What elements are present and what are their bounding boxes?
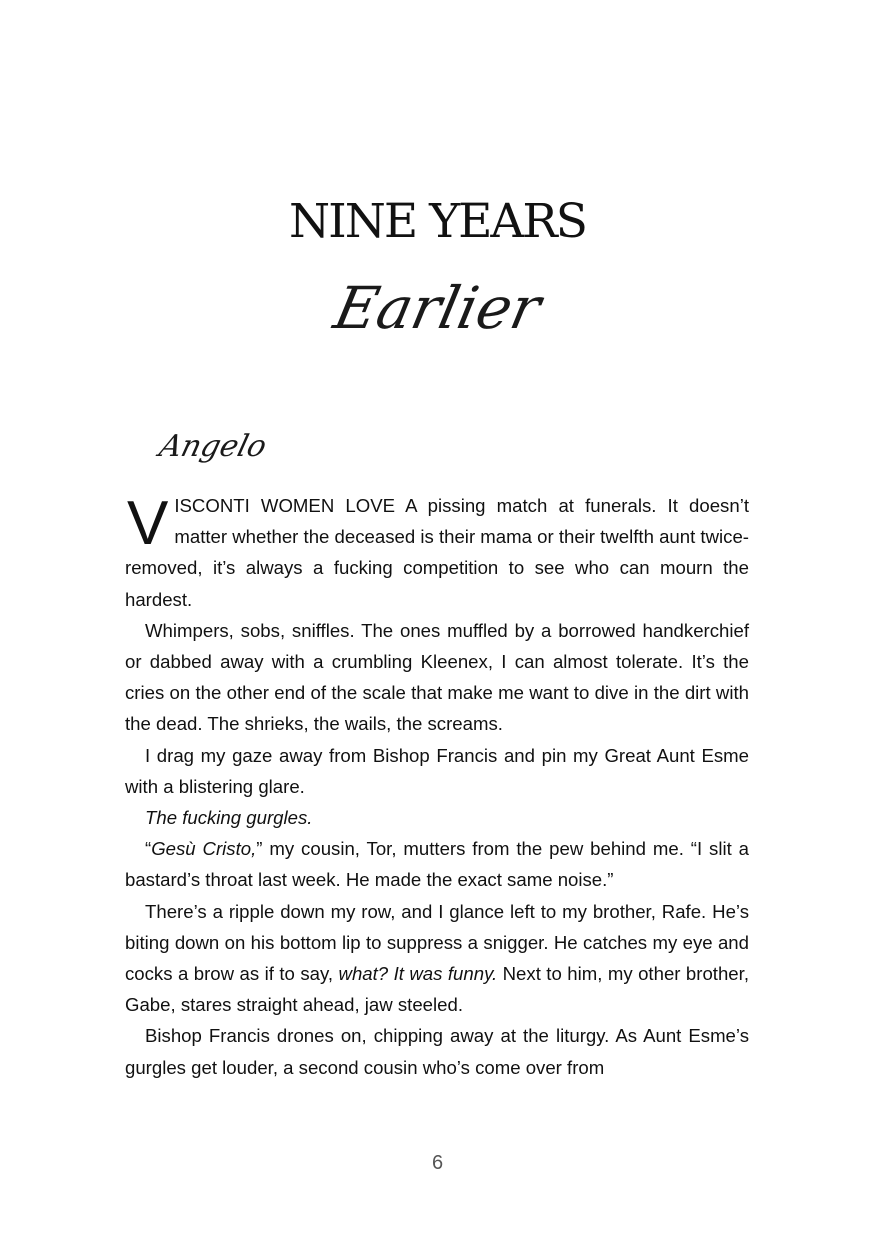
paragraph-text: ” my cousin, Tor, mutters from the pew behind me. “I slit a bastard’s throat last week. He made the exact same noise.” (125, 838, 750, 891)
body-text (125, 490, 749, 1083)
paragraph (125, 802, 749, 833)
paragraph-text: ISCONTI WOMEN LOVE A pissing match at funerals. It doesn’t matter whether the deceased is their mama or their twelfth aunt twice-removed, it’s always a fucking competition to see who can mourn the hardest. (125, 495, 749, 610)
italic-text: The fucking gurgles. (145, 807, 313, 829)
quote-mark: “ (145, 838, 152, 860)
paragraph-text: There’s a ripple down my row, and I glance left to my brother, Rafe. He’s biting down on his bottom lip to suppress a snigger. He catches my eye and cocks a brow as if to say, (125, 900, 749, 985)
paragraph: I drag my gaze away from Bishop Francis and pin my Great Aunt Esme with a blistering glare. (125, 744, 749, 797)
italic-text: Gesù Cristo, (151, 838, 257, 860)
pov-character-name: Angelo (155, 429, 271, 464)
paragraph: Whimpers, sobs, sniffles. The ones muffled by a borrowed handkerchief or dabbed away with a crumbling Kleenex, I can almost tolerate. It’s the cries on the other end of the scale that make me want to dive in the dirt with the dead. The shrieks, the wails, the screams. (125, 619, 749, 735)
chapter-title: NINE YEARS (289, 194, 586, 249)
paragraph-text: Next to him, my other brother, Gabe, stares straight ahead, jaw steeled. (125, 963, 749, 1016)
paragraph (125, 833, 749, 895)
paragraph: Bishop Francis drones on, chipping away at the liturgy. As Aunt Esme’s gurgles get louder, a second cousin who’s come over from (125, 1025, 749, 1078)
chapter-subtitle: Earlier (328, 274, 547, 342)
italic-text: what? It was funny. (338, 963, 498, 985)
drop-cap: V (127, 489, 169, 558)
paragraph (125, 490, 749, 615)
page-number: 6 (431, 1152, 444, 1174)
paragraph (125, 896, 749, 1021)
